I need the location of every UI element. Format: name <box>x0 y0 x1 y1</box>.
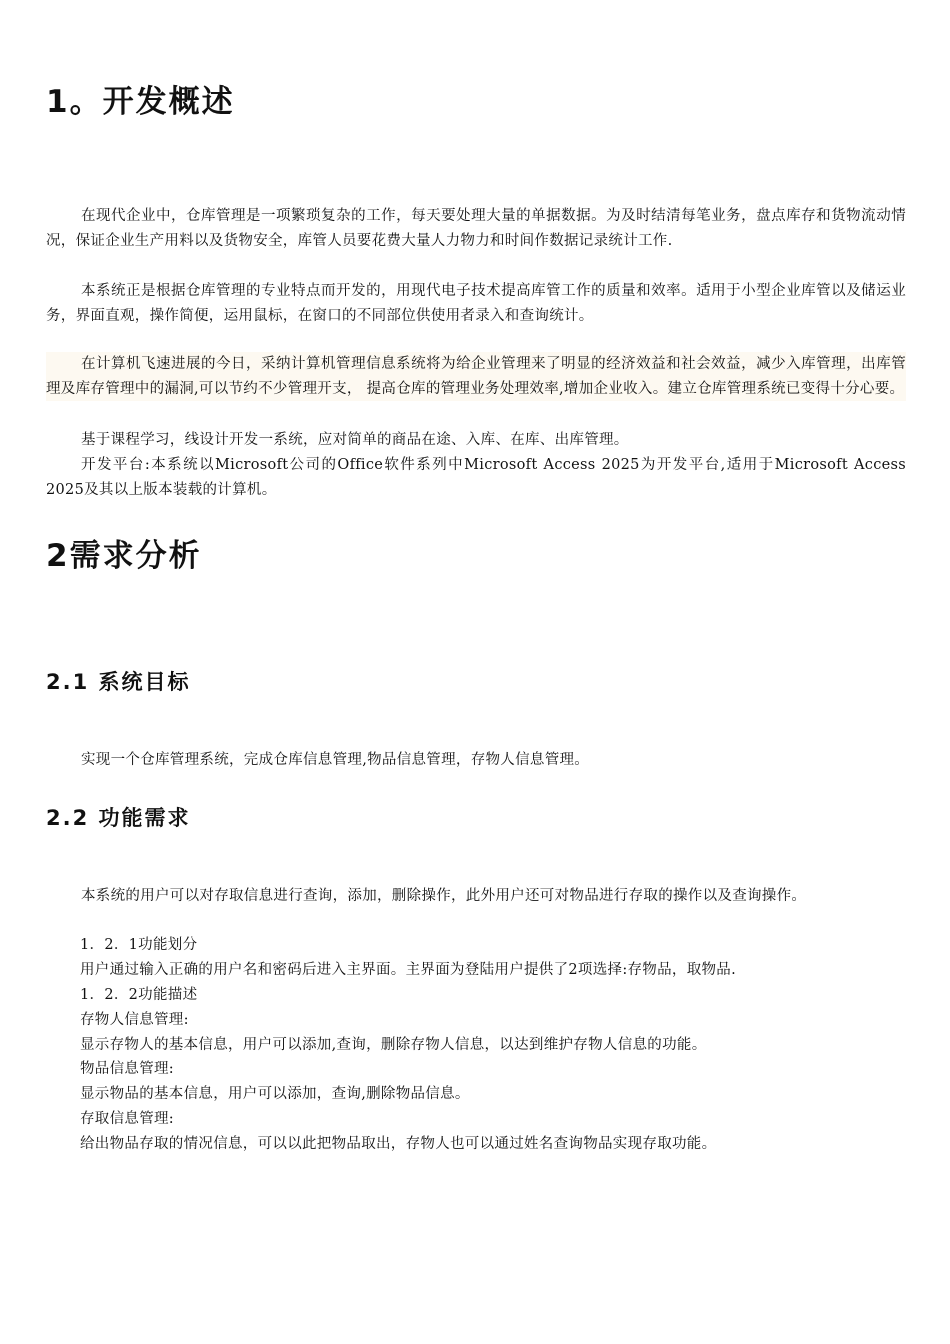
subheading-function-division: 1．2．1功能划分 <box>80 937 198 953</box>
text-access-management: 给出物品存取的情况信息，可以以此把物品取出，存物人也可以通过姓名查询物品实现存取功能。 <box>80 1136 717 1152</box>
label-access-management: 存取信息管理: <box>80 1111 174 1127</box>
text-function-division: 用户通过输入正确的用户名和密码后进入主界面。主界面为登陆用户提供了2项选择:存物品，取物品. <box>80 962 737 978</box>
subheading-function-description: 1．2．2功能描述 <box>80 987 198 1003</box>
paragraph-background: 在现代企业中，仓库管理是一项繁琐复杂的工作，每天要处理大量的单据数据。为及时结清每笔业务，盘点库存和货物流动情况，保证企业生产用料以及货物安全，库管人员要花费大量人力物力和时间作数据记录统计工作. <box>46 208 906 249</box>
paragraph-platform: 开发平台:本系统以Microsoft公司的Office软件系列中Microsoft Access 2025为开发平台,适用于Microsoft Access 2025及其以上版本装载的计算机。 <box>46 457 906 498</box>
paragraph-functional-intro: 本系统的用户可以对存取信息进行查询，添加，删除操作，此外用户还可对物品进行存取的操作以及查询操作。 <box>81 888 807 904</box>
heading-requirements-analysis: 2需求分析 <box>46 538 202 574</box>
heading-system-goal: 2.1 系统目标 <box>46 670 191 694</box>
heading-functional-requirements: 2.2 功能需求 <box>46 806 191 830</box>
paragraph-system-purpose: 本系统正是根据仓库管理的专业特点而开发的，用现代电子技术提高库管工作的质量和效率。适用于小型企业库管以及储运业务，界面直观，操作简便，运用鼠标，在窗口的不同部位供使用者录入和查询统计。 <box>46 283 906 324</box>
paragraph-course-goal: 基于课程学习，线设计开发一系统，应对简单的商品在途、入库、在库、出库管理。 <box>81 432 629 448</box>
paragraph-benefits: 在计算机飞速进展的今日，采纳计算机管理信息系统将为给企业管理来了明显的经济效益和社会效益，减少入库管理，出库管理及库存管理中的漏洞,可以节约不少管理开支， 提高仓库的管理业务处理效率,增加企业收入。建立仓库管理系统已变得十分心要。 <box>46 352 906 401</box>
label-depositor-management: 存物人信息管理: <box>80 1012 189 1028</box>
text-item-management: 显示物品的基本信息，用户可以添加，查询,删除物品信息。 <box>80 1086 470 1102</box>
heading-development-overview: 1。开发概述 <box>46 84 235 120</box>
text-depositor-management: 显示存物人的基本信息，用户可以添加,查询，删除存物人信息，以达到维护存物人信息的功能。 <box>80 1037 707 1053</box>
label-item-management: 物品信息管理: <box>80 1061 174 1077</box>
paragraph-system-goal: 实现一个仓库管理系统，完成仓库信息管理,物品信息管理，存物人信息管理。 <box>81 752 590 768</box>
